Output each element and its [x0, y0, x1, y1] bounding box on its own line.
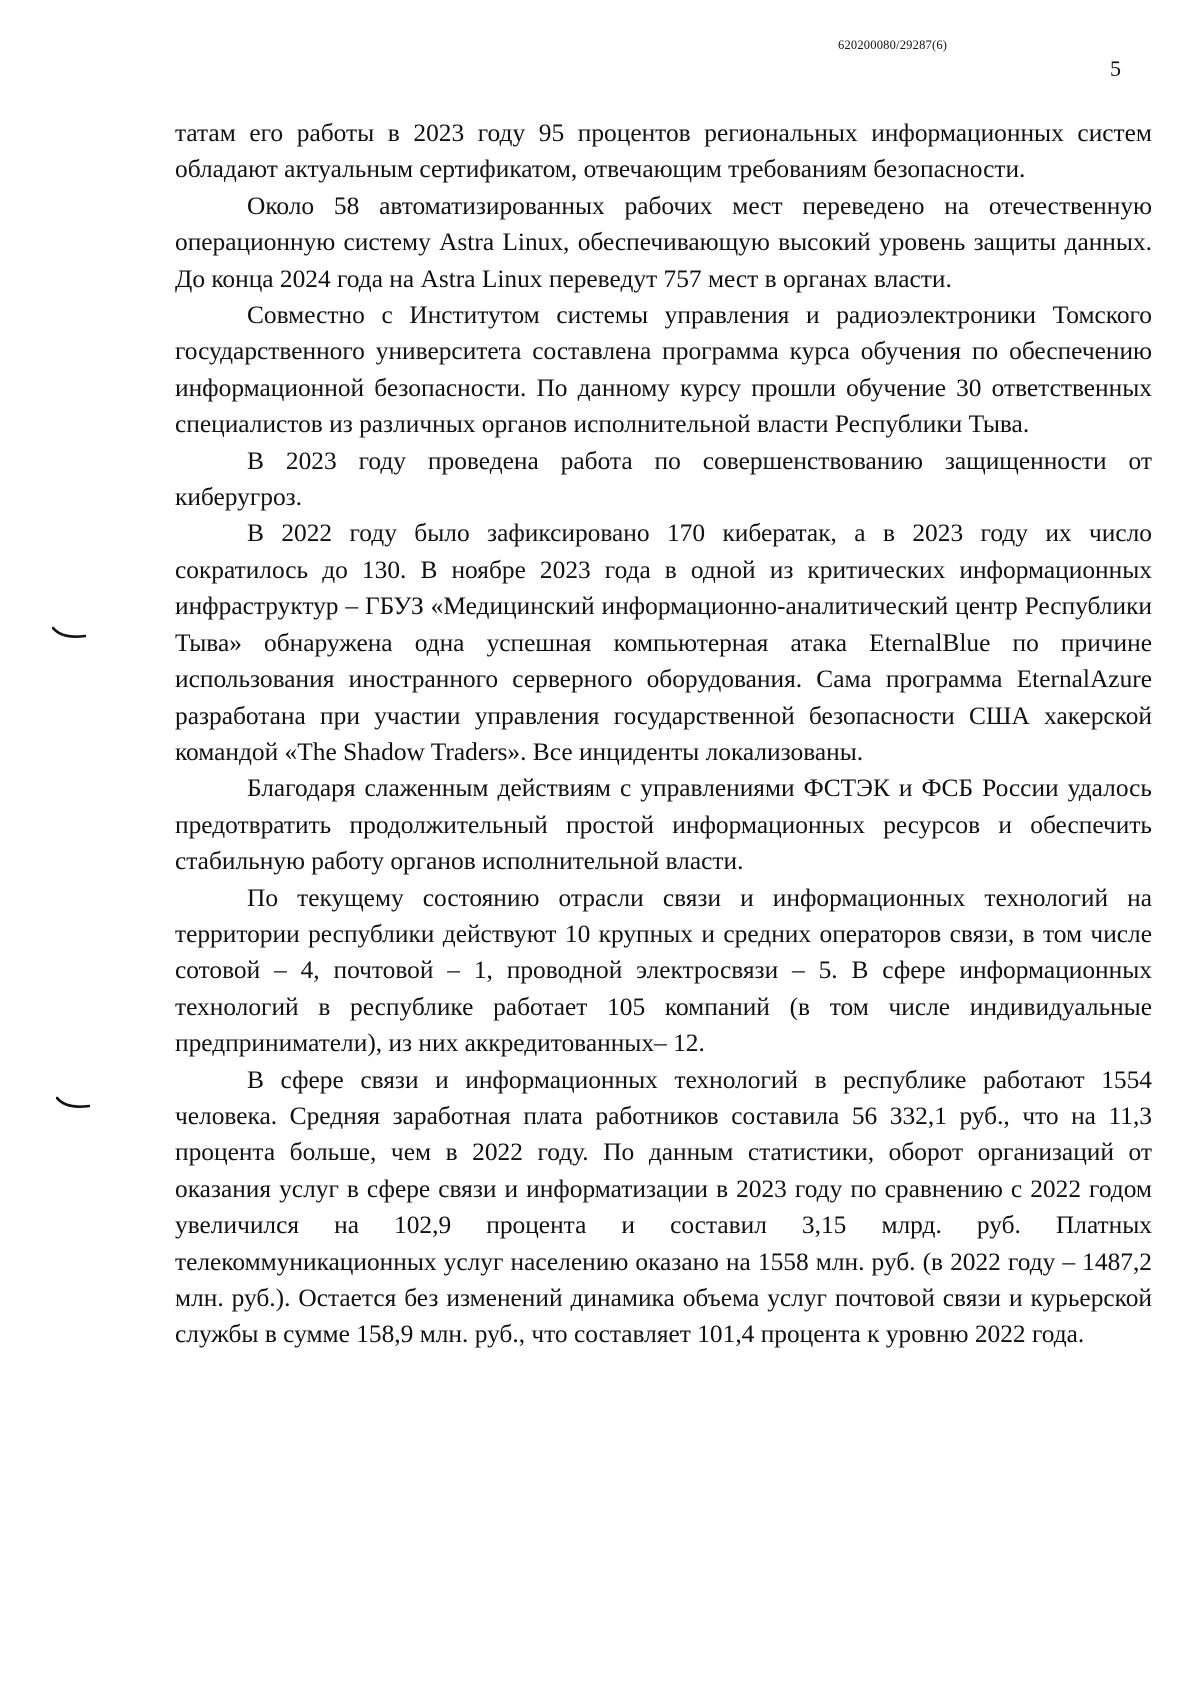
- margin-tick-mark-icon: [52, 626, 86, 640]
- document-body: [175, 115, 1152, 1353]
- paragraph-it-employment: В сфере связи и информационных технологий в республике работают 1554 человека. Средняя заработная плата работников составила 56 332,1 руб., что на 11,3 процента больше, чем в 2022 году. По данным статистики, оборот организаций от оказания услуг в сфере связи и информатизации в 2023 году по сравнению с 2022 годом увеличился на 102,9 процента и составил 3,15 млрд. руб. Платных телекоммуникационных услуг населению оказано на 1558 млн. руб. (в 2022 году – 1487,2 млн. руб.). Остается без изменений динамика объема услуг почтовой связи и курьерской службы в сумме 158,9 млн. руб., что составляет 101,4 процента к уровню 2022 года.: [175, 1065, 1152, 1349]
- paragraph-fstec-fsb: Благодаря слаженным действиям с управлениями ФСТЭК и ФСБ России удалось предотвратить продолжительный простой информационных ресурсов и обеспечить стабильную работу органов исполнительной власти.: [175, 774, 1152, 876]
- page-number: 5: [1110, 56, 1121, 81]
- paragraph-continued: татам его работы в 2023 году 95 процентов региональных информационных систем обладают актуальным сертификатом, отвечающим требованиям безопасности.: [175, 119, 1152, 184]
- paragraph-training-course: Совместно с Институтом системы управления и радиоэлектроники Томского государственного университета составлена программа курса обучения по обеспечению информационной безопасности. По данному курсу прошли обучение 30 ответственных специалистов из различных органов исполнительной власти Республики Тыва.: [175, 301, 1152, 439]
- paragraph-telecom-operators: По текущему состоянию отрасли связи и информационных технологий на территории республики действуют 10 крупных и средних операторов связи, в том числе сотовой – 4, почтовой – 1, проводной электросвязи – 5. В сфере информационных технологий в республике работает 105 компаний (в том числе индивидуальные предприниматели), из них аккредитованных– 12.: [175, 883, 1152, 1058]
- paragraph-astra-linux: Около 58 автоматизированных рабочих мест переведено на отечественную операционную систему Astra Linux, обеспечивающую высокий уровень защиты данных. До конца 2024 года на Astra Linux переведут 757 мест в органах власти.: [175, 191, 1152, 293]
- paragraph-cyberattacks: В 2022 году было зафиксировано 170 кибератак, а в 2023 году их число сократилось до 130. В ноябре 2023 года в одной из критических информационных инфраструктур – ГБУЗ «Медицинский информационно-аналитический центр Республики Тыва» обнаружена одна успешная компьютерная атака EternalBlue по причине использования иностранного серверного оборудования. Сама программа EternalAzure разработана при участии управления государственной безопасности США хакерской командой «The Shadow Traders». Все инциденты локализованы.: [175, 519, 1152, 766]
- document-id: 620200080/29287(6): [838, 38, 948, 52]
- paragraph-cyberthreats: В 2023 году проведена работа по совершенствованию защищенности от киберугроз.: [175, 446, 1152, 512]
- margin-tick-mark-icon: [56, 1096, 90, 1110]
